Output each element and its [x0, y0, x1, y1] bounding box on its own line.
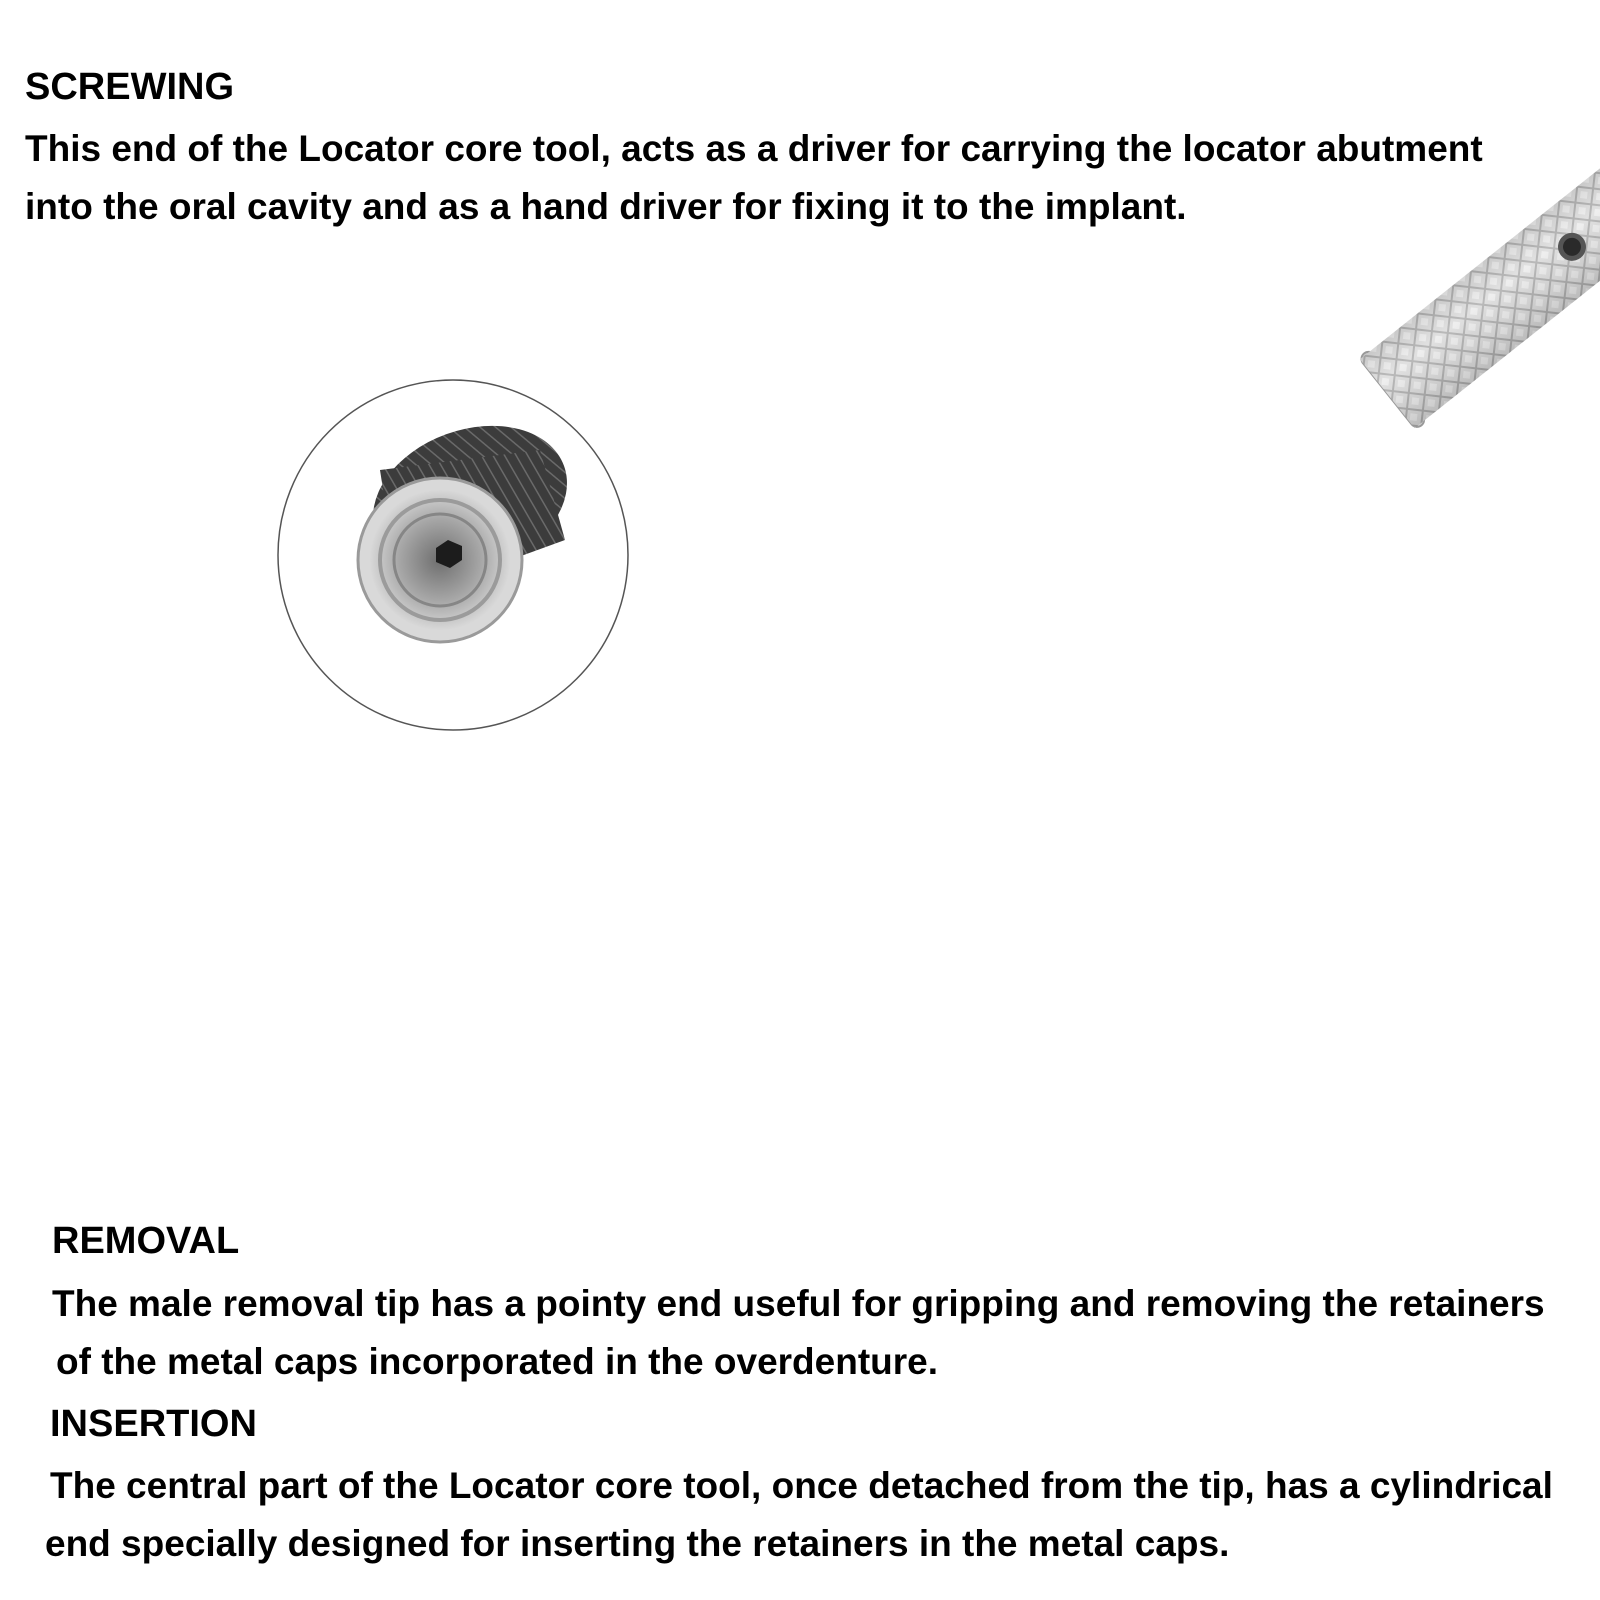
- locator-core-tool-icon: [1354, 0, 1600, 436]
- screwing-line-1: This end of the Locator core tool, acts as a driver for carrying the locator abutment: [25, 128, 1483, 169]
- screwing-heading: SCREWING: [25, 66, 234, 108]
- removal-heading: REMOVAL: [52, 1220, 240, 1262]
- removal-line-2: of the metal caps incorporated in the overdenture.: [56, 1341, 939, 1382]
- tool-end-closeup-icon: [278, 380, 628, 730]
- insertion-heading: INSERTION: [50, 1403, 257, 1445]
- insertion-line-2: end specially designed for inserting the retainers in the metal caps.: [45, 1523, 1230, 1564]
- screwing-line-2: into the oral cavity and as a hand driver for fixing it to the implant.: [25, 186, 1187, 227]
- removal-line-1: The male removal tip has a pointy end useful for gripping and removing the retainers: [52, 1283, 1545, 1324]
- insertion-line-1: The central part of the Locator core tool, once detached from the tip, has a cylindrical: [50, 1465, 1553, 1506]
